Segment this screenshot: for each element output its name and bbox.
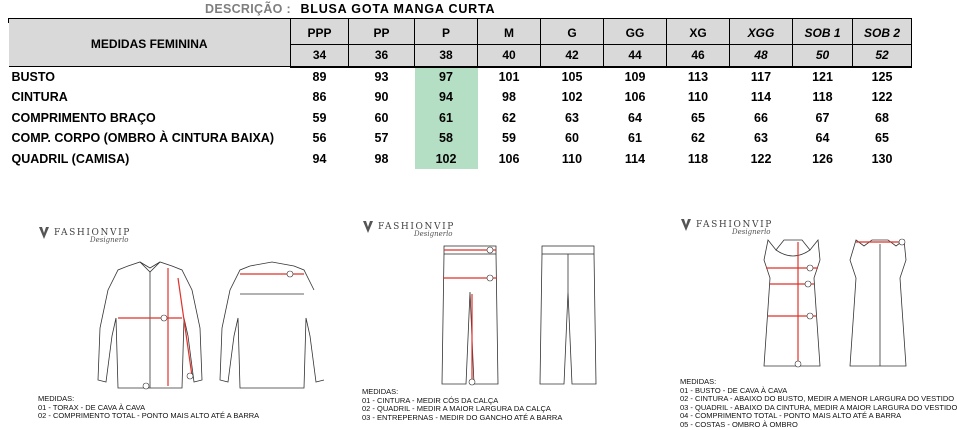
- brand-name: FASHIONVIP: [696, 220, 773, 230]
- size-label: SOB 2: [853, 23, 912, 45]
- brand-name: FASHIONVIP: [378, 222, 455, 232]
- size-chart-table: [8, 18, 912, 169]
- dress-drawing-icon: [748, 238, 918, 370]
- size-label: P: [415, 23, 478, 45]
- measure-cell: 65: [875, 131, 889, 146]
- size-label: PP: [349, 23, 415, 45]
- row-label: QUADRIL (CAMISA): [11, 151, 130, 166]
- notes-title: MEDIDAS:: [38, 394, 75, 403]
- shirt-panel-logo: [38, 226, 131, 244]
- pants-panel-logo: [362, 220, 455, 238]
- notes-title: MEDIDAS:: [362, 387, 399, 396]
- note-line: 04 - COMPRIMENTO TOTAL - PONTO MAIS ALTO ATÉ A BARRA: [680, 411, 902, 421]
- measure-cell-highlighted: 58: [415, 128, 478, 149]
- note-line: 01 - CINTURA - MEDIR CÓS DA CALÇA: [362, 395, 499, 405]
- measure-cell-highlighted: 102: [415, 149, 478, 170]
- measure-cell: 66: [754, 110, 768, 125]
- fashionvip-logo-icon: [362, 220, 374, 234]
- measure-cell: 65: [691, 110, 705, 125]
- note-line: 03 - ENTREPERNAS - MEDIR DO GANCHO ATÉ A BARRA: [362, 412, 563, 422]
- measure-cell: 118: [687, 151, 709, 166]
- measure-cell: 109: [624, 70, 646, 85]
- measure-cell: 59: [502, 131, 516, 146]
- shirt-measure-notes: [38, 395, 259, 421]
- measure-cell: 56: [312, 131, 327, 146]
- note-line: 02 - QUADRIL - MEDIR A MAIOR LARGURA DA CALÇA: [362, 404, 551, 414]
- measure-cell: 105: [561, 70, 583, 85]
- measure-cell: 114: [624, 151, 646, 166]
- note-line: 03 - QUADRIL - ABAIXO DA CINTURA, MEDIR A MAIOR LARGURA DO VESTIDO: [680, 402, 957, 412]
- measure-row-comp-corpo: [9, 128, 912, 149]
- description-label: DESCRIÇÃO :: [205, 2, 291, 16]
- size-number: 46: [667, 45, 730, 67]
- measure-row-quadril: [9, 149, 912, 170]
- size-number: 42: [541, 45, 604, 67]
- measure-cell: 60: [374, 110, 389, 125]
- measure-cell: 64: [628, 110, 642, 125]
- measure-cell: 106: [498, 151, 520, 166]
- size-number: 50: [793, 45, 853, 67]
- measure-cell: 121: [812, 70, 833, 85]
- size-label: G: [541, 23, 604, 45]
- measure-row-cintura: [9, 87, 912, 108]
- measure-cell: 68: [875, 110, 889, 125]
- brand-signature: Designerlo: [414, 230, 453, 238]
- fashionvip-logo-icon: [680, 218, 692, 232]
- brand-signature: Designerlo: [90, 236, 129, 244]
- measure-cell: 114: [750, 90, 772, 105]
- row-label: COMP. CORPO (OMBRO À CINTURA BAIXA): [11, 131, 274, 146]
- brand-name: FASHIONVIP: [54, 228, 131, 238]
- measure-cell-highlighted: 94: [415, 87, 478, 108]
- notes-title: MEDIDAS:: [680, 377, 717, 386]
- measure-cell: 61: [628, 131, 642, 146]
- table-title: MEDIDAS FEMININA: [9, 23, 291, 67]
- measure-cell: 113: [687, 70, 709, 85]
- measure-cell: 106: [624, 90, 646, 105]
- size-number: 34: [291, 45, 349, 67]
- size-label: SOB 1: [793, 23, 853, 45]
- row-label: BUSTO: [11, 70, 56, 84]
- note-line: 01 - BUSTO - DE CAVA À CAVA: [680, 385, 788, 395]
- size-label: XG: [667, 23, 730, 45]
- dress-measure-notes: [680, 378, 957, 430]
- measure-cell: 64: [815, 131, 830, 146]
- dress-panel-logo: [680, 218, 773, 236]
- row-label: CINTURA: [11, 90, 68, 105]
- measure-cell: 57: [374, 131, 389, 146]
- shirt-drawing-icon: [90, 258, 320, 390]
- measure-cell: 110: [687, 90, 709, 105]
- size-number: 40: [478, 45, 541, 67]
- measure-cell: 89: [312, 70, 327, 85]
- measure-cell: 117: [750, 70, 772, 85]
- measure-cell-highlighted: 61: [415, 108, 478, 129]
- size-number: 38: [415, 45, 478, 67]
- measure-cell: 122: [750, 151, 772, 166]
- pants-measure-notes: [362, 388, 562, 422]
- measure-cell: 62: [502, 110, 516, 125]
- row-label: COMPRIMENTO BRAÇO: [11, 110, 156, 125]
- measure-cell: 110: [561, 151, 583, 166]
- brand-signature: Designerlo: [732, 228, 771, 236]
- description-value: BLUSA GOTA MANGA CURTA: [300, 2, 496, 16]
- size-label: XGG: [730, 23, 793, 45]
- measure-cell: 126: [812, 151, 833, 166]
- size-number: 52: [853, 45, 912, 67]
- measure-cell: 63: [565, 110, 579, 125]
- fashionvip-logo-icon: [38, 226, 50, 240]
- measure-cell: 86: [312, 90, 327, 105]
- size-label: M: [478, 23, 541, 45]
- note-line: 02 - COMPRIMENTO TOTAL - PONTO MAIS ALTO ATÉ A BARRA: [38, 411, 260, 421]
- size-number: 36: [349, 45, 415, 67]
- measure-cell: 63: [754, 131, 768, 146]
- measure-row-busto: [9, 67, 912, 88]
- size-number: 44: [604, 45, 667, 67]
- measure-row-comprimento-braco: [9, 108, 912, 129]
- measure-cell: 60: [565, 131, 579, 146]
- size-label: PPP: [291, 23, 349, 45]
- measure-cell: 62: [691, 131, 705, 146]
- measure-cell: 130: [871, 151, 893, 166]
- measure-cell: 98: [374, 151, 389, 166]
- measure-cell: 118: [812, 90, 833, 105]
- measure-cell: 98: [502, 90, 516, 105]
- measure-cell: 102: [561, 90, 583, 105]
- measure-cell: 125: [871, 70, 893, 85]
- measure-cell: 101: [498, 70, 520, 85]
- measure-cell: 94: [312, 151, 327, 166]
- size-label: GG: [604, 23, 667, 45]
- note-line: 02 - CINTURA - ABAIXO DO BUSTO, MEDIR A MENOR LARGURA DO VESTIDO: [680, 394, 955, 404]
- size-number: 48: [730, 45, 793, 67]
- description-header: [205, 2, 495, 16]
- size-labels-row: [9, 23, 912, 45]
- measure-cell-highlighted: 97: [415, 67, 478, 88]
- measure-cell: 59: [312, 110, 327, 125]
- measure-cell: 122: [871, 90, 893, 105]
- note-line: 01 - TORAX - DE CAVA À CAVA: [38, 402, 146, 412]
- pants-drawing-icon: [430, 242, 600, 387]
- measure-cell: 93: [374, 70, 389, 85]
- note-line: 05 - COSTAS - OMBRO À OMBRO: [680, 419, 798, 429]
- measure-cell: 67: [815, 110, 830, 125]
- measure-cell: 90: [374, 90, 389, 105]
